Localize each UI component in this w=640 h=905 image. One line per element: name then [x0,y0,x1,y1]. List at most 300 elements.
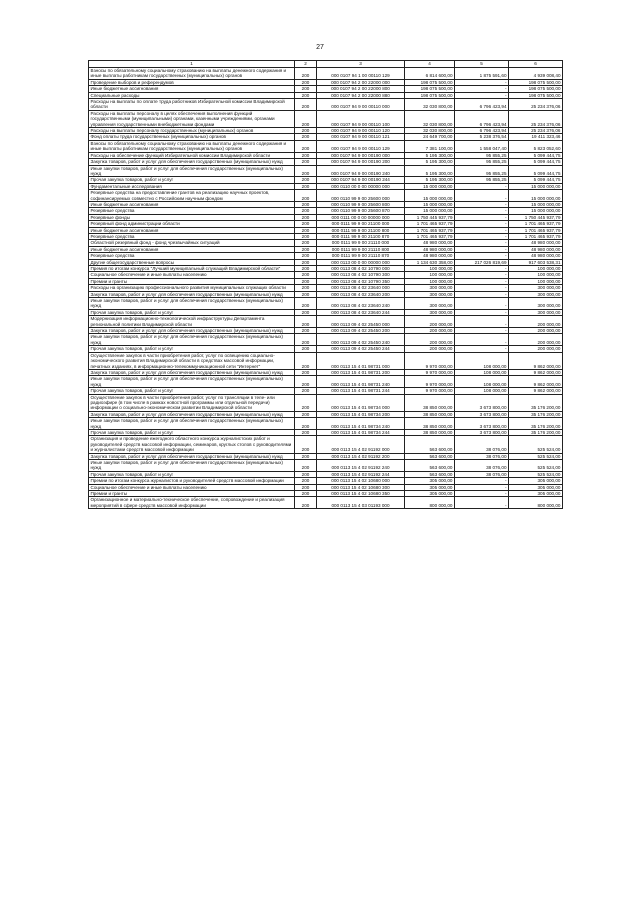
row-executed-amount: 1 875 591,60 [455,68,509,80]
row-name: Прочая закупка товаров, работ и услуг [89,177,295,183]
row-executed-amount: 3 673 800,00 [455,429,509,435]
row-remaining-amount: 300 000,00 [509,309,563,315]
row-ministry-code: 200 [295,369,317,375]
table-body [89,68,563,509]
row-remaining-amount: 48 980 000,00 [509,253,563,259]
row-remaining-amount: 1 701 465 937,79 [509,233,563,239]
row-executed-amount: - [455,79,509,85]
row-name: Модернизация информационно-технологической инфраструктуры Департамента региональной политики Владимирской области [89,316,295,328]
row-remaining-amount: 4 939 008,40 [509,68,563,80]
row-remaining-amount: 5 099 444,75 [509,165,563,177]
row-executed-amount: 108 000,00 [455,376,509,388]
row-ministry-code: 200 [295,86,317,92]
column-header: 3 [317,61,405,68]
row-budget-code: 000 0113 15 4 02 91192 000 [317,436,405,453]
row-ministry-code: 200 [295,352,317,369]
row-ministry-code: 200 [295,165,317,177]
row-budget-code: 000 0111 99 9 00 21110 800 [317,246,405,252]
row-remaining-amount: 200 000,00 [509,316,563,328]
row-name: Иные бюджетные ассигнования [89,246,295,252]
row-budget-code: 000 0107 94 9 00 00190 200 [317,159,405,165]
row-executed-amount: - [455,334,509,346]
row-ministry-code: 200 [295,190,317,202]
row-ministry-code: 200 [295,68,317,80]
row-name: Организационное и материально-техническое обеспечение, сопровождение и реализация мероприятий в сфере средств массовой информации [89,497,295,509]
row-budget-code: 000 0107 94 9 00 00190 000 [317,152,405,158]
row-name: Проведение выборов и референдумов [89,79,295,85]
row-ministry-code: 200 [295,388,317,394]
row-approved-amount: 305 000,00 [405,484,455,490]
row-remaining-amount: 35 176 200,00 [509,394,563,411]
row-approved-amount: 563 600,00 [405,453,455,459]
row-name: Фонд оплаты труда государственных (муниципальных) органов [89,134,295,140]
row-name: Премии по итогам конкурса журналистов и руководителей средств массовой информации [89,478,295,484]
row-ministry-code: 200 [295,177,317,183]
row-executed-amount: - [455,484,509,490]
budget-table [88,60,563,509]
row-budget-code: 000 0107 94 9 00 00110 121 [317,134,405,140]
row-approved-amount: 48 980 000,00 [405,253,455,259]
row-remaining-amount: 200 000,00 [509,334,563,346]
row-budget-code: 000 0113 15 4 02 91192 244 [317,471,405,477]
row-budget-code: 000 0107 94 2 00 22000 000 [317,79,405,85]
row-remaining-amount: 800 000,00 [509,497,563,509]
table-row [89,165,563,177]
row-remaining-amount: 305 000,00 [509,491,563,497]
row-approved-amount: 300 000,00 [405,309,455,315]
row-ministry-code: 200 [295,298,317,310]
row-approved-amount: 100 000,00 [405,278,455,284]
row-budget-code: 000 0113 15 4 01 98734 244 [317,429,405,435]
row-ministry-code: 200 [295,266,317,272]
row-remaining-amount: 1 701 465 937,79 [509,221,563,227]
row-budget-code: 000 0113 08 4 02 23640 000 [317,285,405,291]
table-row [89,460,563,472]
row-name: Прочая закупка товаров, работ и услуг [89,346,295,352]
row-budget-code: 000 0113 15 4 03 01193 000 [317,497,405,509]
row-approved-amount: 305 000,00 [405,491,455,497]
row-budget-code: 000 0107 94 2 00 22000 800 [317,86,405,92]
row-executed-amount: 38 076,00 [455,460,509,472]
row-executed-amount: 3 673 800,00 [455,411,509,417]
row-name: Расходы на организацию профессионального развития муниципальных служащих области [89,285,295,291]
row-budget-code: 000 0107 94 9 00 00190 240 [317,165,405,177]
row-name: Премии и гранты [89,278,295,284]
row-executed-amount: 6 796 423,94 [455,99,509,111]
row-ministry-code: 200 [295,214,317,220]
row-ministry-code: 200 [295,140,317,152]
row-name: Резервные средства [89,253,295,259]
row-executed-amount: - [455,298,509,310]
page-number: 27 [316,44,324,51]
row-approved-amount: 32 030 800,00 [405,128,455,134]
row-approved-amount: 1 701 465 937,79 [405,227,455,233]
row-name: Резервные средства [89,233,295,239]
row-ministry-code: 200 [295,134,317,140]
row-remaining-amount: 35 176 200,00 [509,429,563,435]
row-budget-code: 000 0111 99 9 00 21100 800 [317,227,405,233]
row-name: Расходы на выплаты по оплате труда работников Избирательной комиссии Владимирской области [89,99,295,111]
row-name: Иные бюджетные ассигнования [89,201,295,207]
row-name: Специальные расходы [89,92,295,98]
row-remaining-amount: 198 075 500,00 [509,92,563,98]
row-ministry-code: 200 [295,346,317,352]
row-remaining-amount: 15 000 000,00 [509,190,563,202]
row-remaining-amount: 100 000,00 [509,266,563,272]
row-budget-code: 000 0110 99 9 00 25600 870 [317,208,405,214]
table-row [89,99,563,111]
row-name: Расходы на выплаты персоналу государственных (муниципальных) органов [89,128,295,134]
row-executed-amount: - [455,266,509,272]
row-remaining-amount: 1 701 465 937,79 [509,227,563,233]
row-approved-amount: 5 195 300,00 [405,152,455,158]
row-ministry-code: 200 [295,233,317,239]
row-approved-amount: 38 850 000,00 [405,418,455,430]
row-budget-code: 000 0107 94 9 00 00110 129 [317,140,405,152]
row-approved-amount: 563 600,00 [405,436,455,453]
row-executed-amount: 38 076,00 [455,453,509,459]
row-remaining-amount: 525 524,00 [509,453,563,459]
row-name: Закупка товаров, работ и услуг для обеспечения государственных (муниципальных) нужд [89,411,295,417]
row-executed-amount: - [455,346,509,352]
row-executed-amount: 38 076,00 [455,436,509,453]
row-name: Областной резервный фонд - фонд чрезвычайных ситуаций [89,240,295,246]
row-approved-amount: 200 000,00 [405,334,455,346]
table-row [89,140,563,152]
row-budget-code: 000 0113 15 4 02 10680 350 [317,491,405,497]
row-ministry-code: 200 [295,429,317,435]
row-budget-code: 000 0113 15 4 01 98731 200 [317,369,405,375]
row-remaining-amount: 300 000,00 [509,285,563,291]
row-ministry-code: 200 [295,484,317,490]
row-approved-amount: 38 850 000,00 [405,429,455,435]
row-budget-code: 000 0113 08 4 02 23640 200 [317,291,405,297]
row-approved-amount: 48 980 000,00 [405,246,455,252]
row-name: Премия по итогам конкурса "Лучший муниципальный служащий Владимирской области" [89,266,295,272]
row-remaining-amount: 1 750 445 937,79 [509,214,563,220]
row-remaining-amount: 9 862 000,00 [509,388,563,394]
row-approved-amount: 7 381 100,00 [405,140,455,152]
row-remaining-amount: 19 411 323,46 [509,134,563,140]
row-name: Резервные фонды [89,214,295,220]
row-name: Резервные средства [89,208,295,214]
row-remaining-amount: 5 823 052,60 [509,140,563,152]
row-approved-amount: 38 850 000,00 [405,411,455,417]
row-budget-code: 000 0113 15 4 01 98734 000 [317,394,405,411]
row-name: Расходы на обеспечение функций Избирательной комиссии Владимирской области [89,152,295,158]
row-budget-code: 000 0113 15 4 01 98731 244 [317,388,405,394]
row-budget-code: 000 0107 94 1 00 00110 129 [317,68,405,80]
row-approved-amount: 300 000,00 [405,291,455,297]
row-remaining-amount: 5 099 444,75 [509,177,563,183]
row-remaining-amount: 305 000,00 [509,478,563,484]
row-budget-code: 000 0113 15 4 02 91192 200 [317,453,405,459]
row-approved-amount: 198 075 500,00 [405,86,455,92]
row-budget-code: 000 0111 99 9 00 21110 000 [317,240,405,246]
row-approved-amount: 1 134 630 358,00 [405,259,455,265]
row-approved-amount: 48 980 000,00 [405,240,455,246]
row-name: Осуществление закупок в части приобретения работ, услуг по трансляции в теле- или радиоэфире (в том числе в рамках новостной программы или отдельной передачи) информации о социально-экономическом развитии Владимирской области [89,394,295,411]
row-ministry-code: 200 [295,436,317,453]
row-name: Закупка товаров, работ и услуг для обеспечения государственных (муниципальных) нужд [89,291,295,297]
row-executed-amount: 5 238 376,54 [455,134,509,140]
row-remaining-amount: 525 524,00 [509,460,563,472]
row-budget-code: 000 0113 15 4 02 91192 240 [317,460,405,472]
row-ministry-code: 200 [295,227,317,233]
row-remaining-amount: 9 862 000,00 [509,369,563,375]
row-budget-code: 000 0107 94 9 00 00110 100 [317,110,405,127]
row-approved-amount: 563 600,00 [405,460,455,472]
row-executed-amount: - [455,478,509,484]
row-remaining-amount: 917 603 538,31 [509,259,563,265]
row-ministry-code: 200 [295,291,317,297]
row-ministry-code: 200 [295,328,317,334]
row-budget-code: 000 0107 94 9 00 00110 120 [317,128,405,134]
row-remaining-amount: 9 862 000,00 [509,376,563,388]
row-name: Закупка товаров, работ и услуг для обеспечения государственных (муниципальных) нужд [89,369,295,375]
row-budget-code: 000 0113 08 4 02 10790 300 [317,272,405,278]
row-budget-code: 000 0107 94 9 00 00190 244 [317,177,405,183]
row-remaining-amount: 305 000,00 [509,484,563,490]
row-ministry-code: 200 [295,221,317,227]
row-name: Прочая закупка товаров, работ и услуг [89,309,295,315]
row-name: Прочая закупка товаров, работ и услуг [89,429,295,435]
row-remaining-amount: 15 000 000,00 [509,201,563,207]
row-remaining-amount: 35 176 200,00 [509,411,563,417]
row-ministry-code: 200 [295,110,317,127]
row-executed-amount: 3 673 800,00 [455,418,509,430]
row-executed-amount: 217 026 819,69 [455,259,509,265]
row-budget-code: 000 0107 94 2 00 22000 880 [317,92,405,98]
row-approved-amount: 15 000 000,00 [405,183,455,189]
row-approved-amount: 15 000 000,00 [405,201,455,207]
budget-table-container [88,60,562,509]
row-budget-code: 000 0113 08 4 02 10790 000 [317,266,405,272]
row-remaining-amount: 300 000,00 [509,298,563,310]
row-name: Иные закупки товаров, работ и услуг для обеспечения государственных (муниципальных) нужд [89,334,295,346]
table-row [89,436,563,453]
row-approved-amount: 9 970 000,00 [405,376,455,388]
row-executed-amount: - [455,233,509,239]
column-header: 6 [509,61,563,68]
row-approved-amount: 24 649 700,00 [405,134,455,140]
row-ministry-code: 200 [295,453,317,459]
row-approved-amount: 32 030 800,00 [405,110,455,127]
row-approved-amount: 198 075 500,00 [405,79,455,85]
table-row [89,394,563,411]
row-executed-amount: - [455,278,509,284]
row-approved-amount: 100 000,00 [405,272,455,278]
row-approved-amount: 300 000,00 [405,298,455,310]
row-budget-code: 000 0110 99 9 00 25600 000 [317,190,405,202]
row-budget-code: 000 0113 08 4 02 23640 240 [317,298,405,310]
row-remaining-amount: 35 176 200,00 [509,418,563,430]
row-ministry-code: 200 [295,272,317,278]
row-approved-amount: 200 000,00 [405,328,455,334]
row-ministry-code: 200 [295,152,317,158]
table-row [89,497,563,509]
row-name: Иные закупки товаров, работ и услуг для обеспечения государственных (муниципальных) нужд [89,418,295,430]
row-approved-amount: 9 970 000,00 [405,369,455,375]
row-remaining-amount: 198 075 500,00 [509,79,563,85]
row-approved-amount: 5 195 300,00 [405,159,455,165]
table-row [89,110,563,127]
row-name: Прочая закупка товаров, работ и услуг [89,388,295,394]
row-executed-amount: - [455,208,509,214]
row-remaining-amount: 200 000,00 [509,328,563,334]
row-executed-amount: 95 855,25 [455,177,509,183]
row-approved-amount: 800 000,00 [405,497,455,509]
row-remaining-amount: 198 075 500,00 [509,86,563,92]
row-remaining-amount: 5 099 444,75 [509,152,563,158]
row-name: Расходы на выплаты персоналу в целях обеспечения выполнения функций государственными (муниципальными) органами, казенными учреждениями, органами управления государственными внебюджетными фондами [89,110,295,127]
row-ministry-code: 200 [295,79,317,85]
row-ministry-code: 200 [295,278,317,284]
row-approved-amount: 1 701 465 937,79 [405,233,455,239]
row-ministry-code: 200 [295,246,317,252]
row-remaining-amount: 15 000 000,00 [509,208,563,214]
row-ministry-code: 200 [295,259,317,265]
row-name: Иные бюджетные ассигнования [89,227,295,233]
row-approved-amount: 32 030 800,00 [405,99,455,111]
row-executed-amount: 95 855,25 [455,159,509,165]
row-approved-amount: 5 195 300,00 [405,177,455,183]
row-budget-code: 000 0113 15 4 02 10680 000 [317,478,405,484]
row-budget-code: 000 0107 94 9 00 00110 000 [317,99,405,111]
row-executed-amount: - [455,201,509,207]
row-remaining-amount: 525 524,00 [509,436,563,453]
row-name: Резервные средства на предоставление грантов на реализацию научных проектов, софинансируемых совместно с Российским научным фондом [89,190,295,202]
row-ministry-code: 200 [295,334,317,346]
column-header: 5 [455,61,509,68]
row-remaining-amount: 300 000,00 [509,291,563,297]
row-ministry-code: 200 [295,99,317,111]
row-budget-code: 000 0113 08 4 02 10790 350 [317,278,405,284]
row-ministry-code: 200 [295,418,317,430]
row-ministry-code: 200 [295,240,317,246]
row-executed-amount: - [455,285,509,291]
row-remaining-amount: 9 862 000,00 [509,352,563,369]
row-approved-amount: 9 970 000,00 [405,388,455,394]
row-name: Фундаментальные исследования [89,183,295,189]
table-row [89,352,563,369]
row-remaining-amount: 5 099 444,75 [509,159,563,165]
row-name: Иные закупки товаров, работ и услуг для обеспечения государственных (муниципальных) нужд [89,376,295,388]
row-budget-code: 000 0113 15 4 01 98734 200 [317,411,405,417]
row-budget-code: 000 0113 15 4 01 98731 240 [317,376,405,388]
row-budget-code: 000 0111 99 9 00 21100 870 [317,233,405,239]
row-executed-amount: - [455,86,509,92]
row-remaining-amount: 100 000,00 [509,272,563,278]
row-executed-amount: - [455,328,509,334]
table-row [89,418,563,430]
row-budget-code: 000 0113 15 4 01 98734 240 [317,418,405,430]
row-remaining-amount: 200 000,00 [509,346,563,352]
row-approved-amount: 38 850 000,00 [405,394,455,411]
row-executed-amount: 95 855,25 [455,152,509,158]
row-ministry-code: 200 [295,309,317,315]
table-row [89,298,563,310]
row-name: Иные бюджетные ассигнования [89,86,295,92]
row-executed-amount: 6 796 423,94 [455,110,509,127]
row-name: Взносы по обязательному социальному страхованию на выплаты денежного содержания и иные выплаты работникам государственных (муниципальных) органов [89,68,295,80]
row-ministry-code: 200 [295,208,317,214]
row-ministry-code: 200 [295,128,317,134]
row-approved-amount: 198 075 500,00 [405,92,455,98]
row-budget-code: 000 0110 00 0 00 00000 000 [317,183,405,189]
row-approved-amount: 6 814 600,00 [405,68,455,80]
row-executed-amount: - [455,309,509,315]
table-row [89,68,563,80]
row-name: Закупка товаров, работ и услуг для обеспечения государственных (муниципальных) нужд [89,453,295,459]
row-executed-amount: - [455,240,509,246]
row-ministry-code: 200 [295,159,317,165]
row-name: Резервный фонд администрации области [89,221,295,227]
row-remaining-amount: 25 234 376,06 [509,128,563,134]
row-ministry-code: 200 [295,316,317,328]
row-ministry-code: 200 [295,471,317,477]
row-executed-amount: - [455,253,509,259]
table-row [89,334,563,346]
row-executed-amount: - [455,214,509,220]
row-name: Организация и проведение ежегодного областного конкурса журналистских работ и руководителей средств массовой информации, семинаров, круглых столов с руководителями и журналистами средств массовой информации [89,436,295,453]
table-row [89,190,563,202]
row-approved-amount: 200 000,00 [405,316,455,328]
row-executed-amount: - [455,491,509,497]
row-approved-amount: 305 000,00 [405,478,455,484]
header-row [89,61,563,68]
row-ministry-code: 200 [295,285,317,291]
row-executed-amount: - [455,246,509,252]
row-ministry-code: 200 [295,376,317,388]
row-approved-amount: 9 970 000,00 [405,352,455,369]
row-remaining-amount: 25 234 376,06 [509,99,563,111]
row-executed-amount: - [455,227,509,233]
row-name: Другие общегосударственные вопросы [89,259,295,265]
row-remaining-amount: 48 980 000,00 [509,246,563,252]
row-executed-amount: 3 673 800,00 [455,394,509,411]
row-budget-code: 000 0113 09 4 02 25450 240 [317,334,405,346]
row-budget-code: 000 0110 99 9 00 25600 800 [317,201,405,207]
row-approved-amount: 1 701 465 937,79 [405,221,455,227]
row-remaining-amount: 525 524,00 [509,471,563,477]
row-budget-code: 000 0113 09 4 02 25450 244 [317,346,405,352]
row-name: Иные закупки товаров, работ и услуг для обеспечения государственных (муниципальных) нужд [89,165,295,177]
row-ministry-code: 200 [295,92,317,98]
row-approved-amount: 563 600,00 [405,471,455,477]
row-name: Прочая закупка товаров, работ и услуг [89,471,295,477]
row-ministry-code: 200 [295,411,317,417]
row-approved-amount: 200 000,00 [405,346,455,352]
row-remaining-amount: 25 234 376,06 [509,110,563,127]
column-header: 2 [295,61,317,68]
row-budget-code: 000 0113 15 4 02 10680 300 [317,484,405,490]
column-header: 4 [405,61,455,68]
row-name: Социальное обеспечение и иные выплаты населению [89,484,295,490]
row-budget-code: 000 0111 99 9 00 21100 000 [317,221,405,227]
row-approved-amount: 300 000,00 [405,285,455,291]
row-name: Закупка товаров, работ и услуг для обеспечения государственных (муниципальных) нужд [89,159,295,165]
table-row [89,316,563,328]
row-executed-amount: - [455,291,509,297]
row-budget-code: 000 0111 00 0 00 00000 000 [317,214,405,220]
table-row [89,376,563,388]
row-executed-amount: - [455,183,509,189]
row-ministry-code: 200 [295,460,317,472]
row-ministry-code: 200 [295,253,317,259]
row-executed-amount: - [455,316,509,328]
row-executed-amount: 108 000,00 [455,388,509,394]
